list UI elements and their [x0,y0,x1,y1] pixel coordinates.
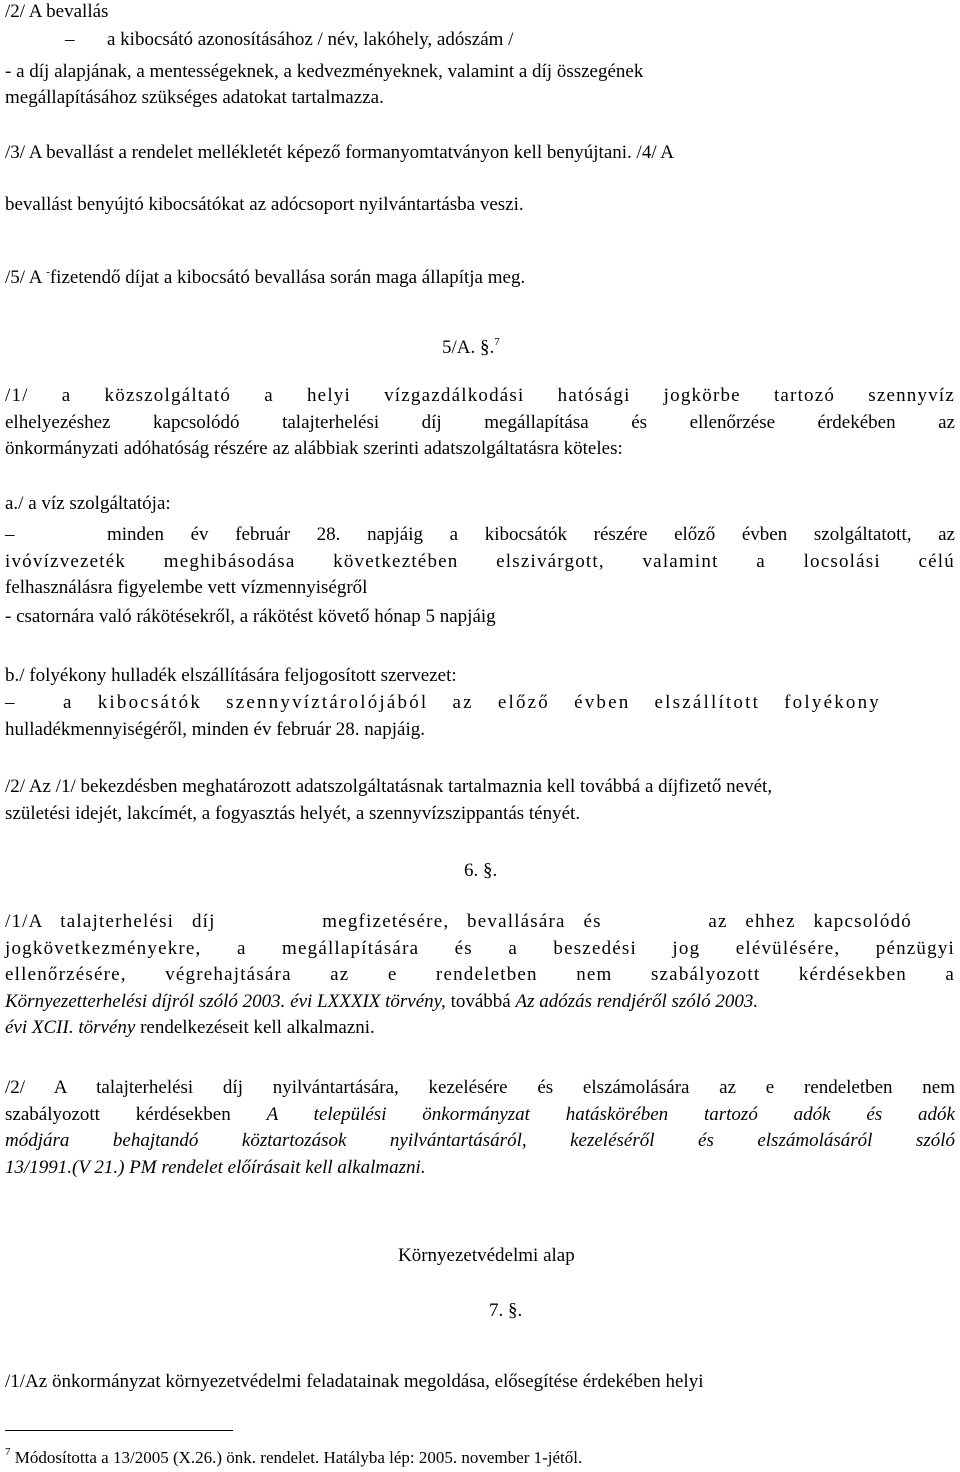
section-heading [464,859,955,883]
text: b./ folyékony hulladék elszállítására feljogosított szervezet: [5,665,457,686]
text: a./ a víz szolgáltatója: [5,493,171,514]
text: a kibocsátók szennyvíztárolójából az előző évben elszállított folyékony [63,692,881,713]
text: /2/ A bevallás [5,1,109,22]
section-heading [442,336,955,362]
law-reference: 13/1991.(V 21.) PM rendelet előírásait kell alkalmazni. [5,1157,426,1178]
text: ivóvízvezeték meghibásodása következtében elszivárgott, valamint a locsolási célú [5,551,955,572]
text: felhasználásra figyelembe vett vízmennyiségről [5,577,368,598]
footnote [5,1446,955,1472]
paragraph-line [5,437,955,461]
text: /2/ Az /1/ bekezdésben meghatározott adatszolgáltatásnak tartalmaznia kell továbbá a díjfizető nevét, [5,776,773,797]
text: a kibocsátó azonosításához / név, lakóhely, adószám / [107,29,514,50]
paragraph-line [5,141,955,165]
paragraph-line [5,937,955,961]
footnote-ref: 7 [494,336,500,348]
section-number: 6. §. [464,860,498,881]
text: minden év február 28. napjáig a kibocsátók részére előző évben szolgáltatott, az [107,524,955,545]
text: /2/ A talajterhelési díj nyilvántartására, kezelésére és elszámolására az e rendeletben nem [5,1077,955,1098]
text: - a díj alapjának, a mentességeknek, a kedvezményeknek, valamint a díj összegének [5,61,644,82]
law-reference: évi XCII. törvény [5,1017,136,1038]
paragraph-line [5,1129,955,1153]
text: /1/Az önkormányzat környezetvédelmi feladatainak megoldása, elősegítése érdekében helyi [5,1371,704,1392]
section-number: 7. §. [489,1300,523,1321]
section-heading [489,1299,955,1323]
text: önkormányzati adóhatóság részére az alábbiak szerinti adatszolgáltatásra köteles: [5,438,623,459]
paragraph-line [5,193,955,217]
law-reference: Környezetterhelési díjról szóló 2003. évi LXXXIX törvény, [5,991,446,1012]
text: ellenőrzésére, végrehajtására az e rendeletben nem szabályozott kérdésekben a [5,964,955,985]
subsection-heading [5,664,955,688]
text: /5/ A [5,267,47,288]
text: /3/ A bevallást a rendelet mellékletét képező formanyomtatványon kell benyújtani. /4/ A [5,142,675,163]
paragraph-line [5,1156,955,1180]
paragraph-line [5,802,955,826]
dash-bullet: – [65,29,75,50]
text: elhelyezéshez kapcsolódó talajterhelési díj megállapítása és ellenőrzése érdekében az [5,412,955,433]
text: jogkövetkezményekre, a megállapítására és a beszedési jog elévülésére, pénzügyi [5,938,955,959]
paragraph-line [5,1370,955,1394]
dash-bullet: – [5,692,15,713]
paragraph-line [5,718,955,742]
paragraph-line [5,1076,955,1100]
paragraph-line [5,411,955,435]
text: /1/ a közszolgáltató a helyi vízgazdálkodási hatósági jogkörbe tartozó szennyvíz [5,385,955,406]
paragraph-line [5,86,955,110]
text: bevallást benyújtó kibocsátókat az adócsoport nyilvántartásba veszi. [5,194,524,215]
text: Környezetvédelmi alap [398,1245,575,1266]
paragraph-line [5,605,955,629]
footnote-separator [5,1430,233,1431]
paragraph-line [5,576,955,600]
paragraph-line [5,1103,955,1127]
dash-bullet: – [5,524,15,545]
text: fizetendő díjat a kibocsátó bevallása során maga állapítja meg. [49,267,526,288]
text: születési idejét, lakcímét, a fogyasztás helyét, a szennyvízszippantás tényét. [5,803,581,824]
text: hulladékmennyiségéről, minden év február 28. napjáig. [5,719,425,740]
footnote-number: 7 [5,1446,11,1458]
law-reference: módjára behajtandó köztartozások nyilvántartásáról, kezeléséről és elszámolásáról szóló [5,1130,955,1151]
paragraph-line [5,60,955,84]
paragraph-line [5,384,955,408]
text: - csatornára való rákötésekről, a rákötést követő hónap 5 napjáig [5,606,496,627]
paragraph-line [5,1016,955,1040]
text: szabályozott kérdésekben [5,1104,267,1125]
text: továbbá [445,991,516,1012]
law-reference: Az adózás rendjéről szóló 2003. [515,991,759,1012]
text: /1/A talajterhelési díj megfizetésére, bevallására és az ehhez kapcsolódó [5,911,912,932]
paragraph-line [5,910,912,934]
paragraph-line [5,775,955,799]
chapter-heading [398,1244,955,1268]
text: megállapításához szükséges adatokat tartalmazza. [5,87,384,108]
minus-mark: - [46,266,50,278]
paragraph-line [5,0,955,24]
section-number: 5/A. §. [442,337,495,358]
paragraph-line [5,550,955,574]
subsection-heading [5,492,955,516]
paragraph-line [5,963,955,987]
paragraph-line [5,990,955,1014]
text: rendelkezéseit kell alkalmazni. [135,1017,375,1038]
paragraph-line [5,266,955,292]
footnote-text: Módosította a 13/2005 (X.26.) önk. rendelet. Hatályba lép: 2005. november 1-jétől. [10,1448,583,1467]
law-reference: A települési önkormányzat hatáskörében tartozó adók és adók [266,1104,955,1125]
